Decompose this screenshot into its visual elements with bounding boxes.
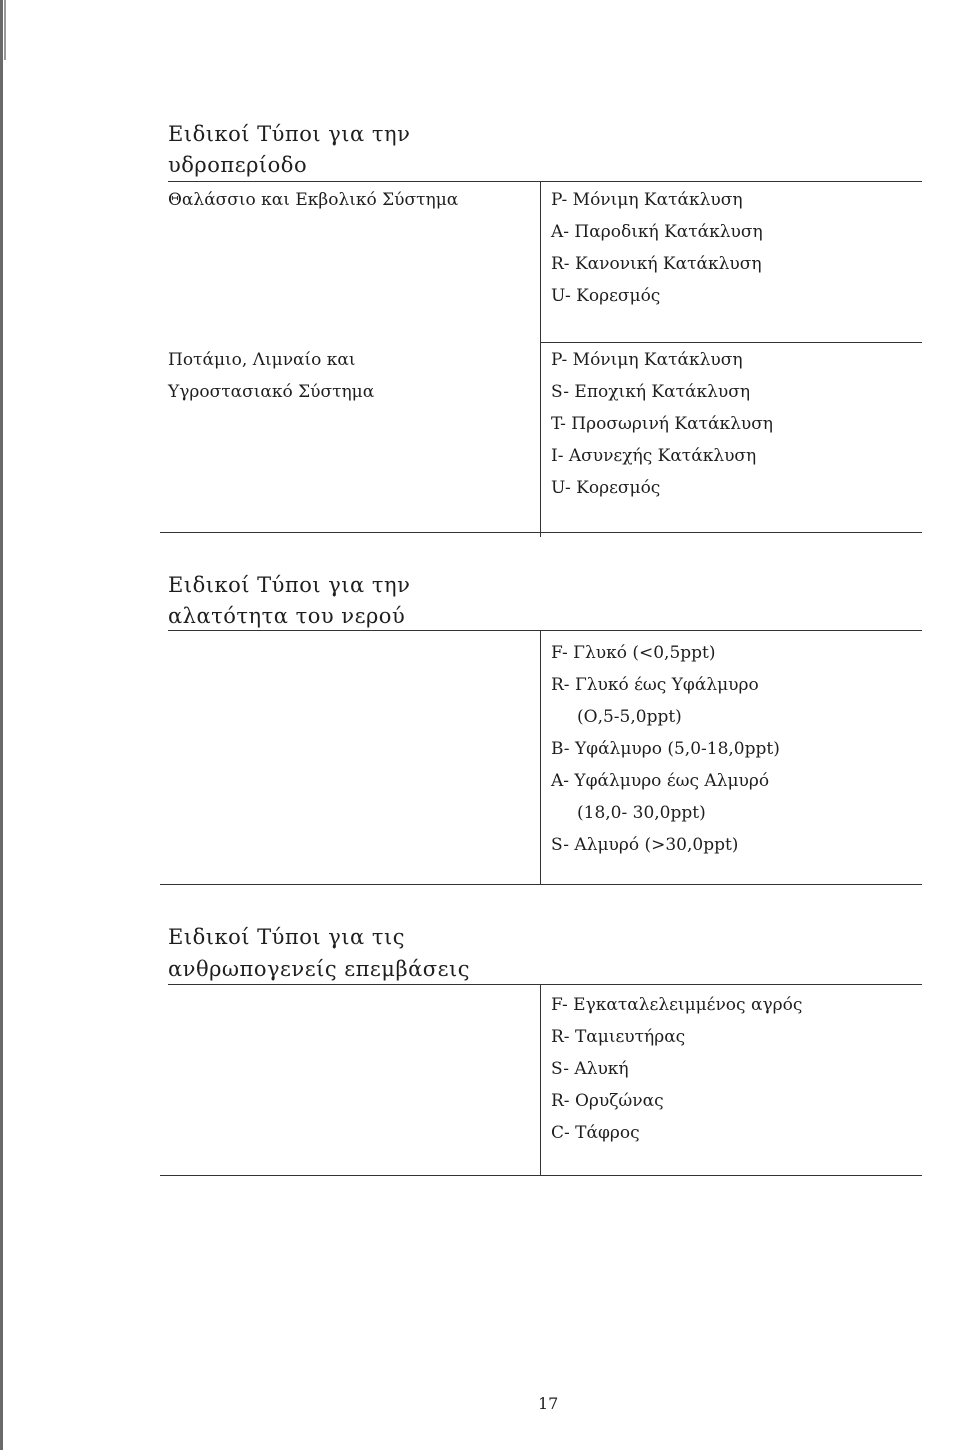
riverine-system-label-line2: Υγροστασιακό Σύστημα: [168, 382, 375, 402]
list-item: R- Ταμιευτήρας: [551, 1027, 686, 1047]
hydro-column-divider: [540, 182, 541, 537]
salinity-column-divider: [540, 631, 541, 884]
salinity-heading-line2: αλατότητα του νερού: [168, 604, 406, 628]
page-number: 17: [538, 1394, 559, 1413]
hydro-heading-line1: Ειδικοί Τύποι για την: [168, 122, 411, 146]
list-item: A- Υφάλμυρο έως Αλμυρό: [551, 771, 770, 791]
salinity-items-list: [551, 637, 780, 861]
human-header-rule: [168, 984, 922, 985]
list-item: T- Προσωρινή Κατάκλυση: [551, 414, 773, 434]
marine-system-label: Θαλάσσιο και Εκβολικό Σύστημα: [168, 190, 459, 210]
human-heading-line1: Ειδικοί Τύποι για τις: [168, 925, 405, 949]
list-item: C- Τάφρος: [551, 1123, 640, 1143]
hydro-heading-line2: υδροπερίοδο: [168, 153, 308, 177]
page-edge-mark: [4, 0, 6, 60]
salinity-heading-line1: Ειδικοί Τύποι για την: [168, 573, 411, 597]
riverine-system-label-line1: Ποτάμιο, Λιμναίο και: [168, 350, 356, 370]
list-item: S- Αλυκή: [551, 1059, 629, 1079]
human-bottom-rule: [160, 1175, 922, 1176]
salinity-header-rule: [168, 630, 922, 631]
list-item: S- Εποχική Κατάκλυση: [551, 382, 751, 402]
list-item: (Ο,5-5,0ppt): [577, 707, 682, 727]
list-item: P- Μόνιμη Κατάκλυση: [551, 190, 743, 210]
list-item: R- Ορυζώνας: [551, 1091, 664, 1111]
list-item: (18,0- 30,0ppt): [577, 803, 706, 823]
hydro-header-rule: [168, 181, 922, 182]
list-item: U- Κορεσμός: [551, 478, 661, 498]
list-item: F- Εγκαταλελειμμένος αγρός: [551, 995, 803, 1015]
human-heading-line2: ανθρωπογενείς επεμβάσεις: [168, 957, 470, 981]
list-item: I- Ασυνεχής Κατάκλυση: [551, 446, 757, 466]
list-item: R- Κανονική Κατάκλυση: [551, 254, 762, 274]
riverine-items-list: [551, 344, 773, 504]
marine-items-list: [551, 184, 763, 312]
list-item: R- Γλυκό έως Υφάλμυρο: [551, 675, 759, 695]
list-item: S- Αλμυρό (>30,0ppt): [551, 835, 739, 855]
list-item: P- Μόνιμη Κατάκλυση: [551, 350, 743, 370]
human-column-divider: [540, 985, 541, 1175]
list-item: U- Κορεσμός: [551, 286, 661, 306]
page-edge-shadow: [0, 0, 3, 1450]
salinity-bottom-rule: [160, 884, 922, 885]
list-item: B- Υφάλμυρο (5,0-18,0ppt): [551, 739, 780, 759]
hydro-row-divider: [541, 342, 922, 343]
human-items-list: [551, 989, 802, 1149]
list-item: F- Γλυκό (<0,5ppt): [551, 643, 716, 663]
list-item: A- Παροδική Κατάκλυση: [551, 222, 763, 242]
hydro-bottom-rule: [160, 532, 922, 533]
